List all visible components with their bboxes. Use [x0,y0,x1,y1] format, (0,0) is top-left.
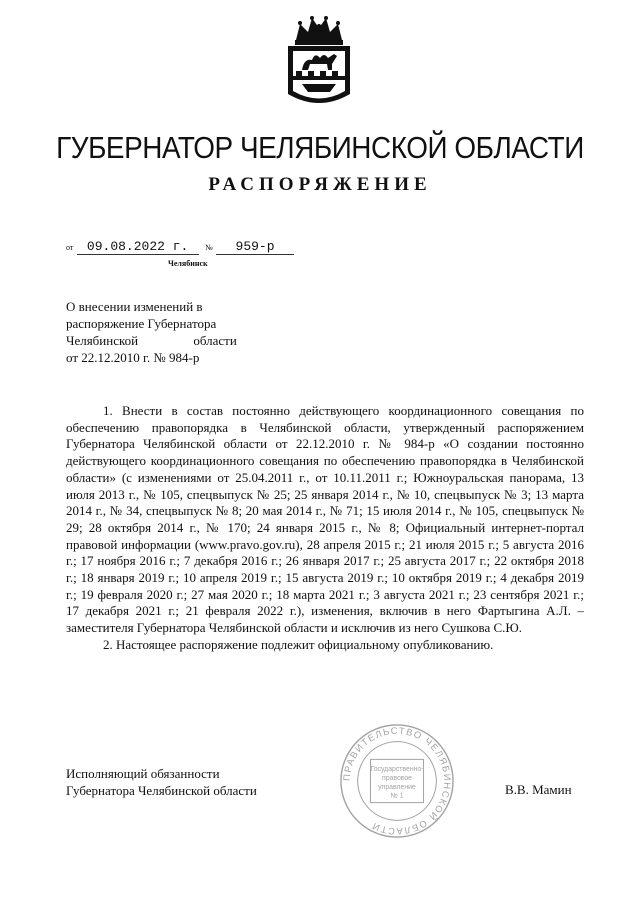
date-prefix: от [66,243,74,252]
signer-name: В.В. Мамин [505,782,572,797]
document-meta [66,238,294,255]
number-prefix: № [205,243,213,252]
document-type: РАСПОРЯЖЕНИЕ [208,174,432,195]
document-number: 959-р [216,239,294,255]
signature-position [66,765,257,799]
official-stamp [338,722,456,840]
coat-of-arms-emblem [282,14,356,114]
subject-line: от 22.12.2010 г. № 984-р [66,350,200,365]
stamp-inner-line: правовое [382,775,412,783]
document-body [66,403,584,654]
signature-line: Исполняющий обязанности [66,766,220,781]
subject-line: О внесении изменений в [66,299,203,314]
body-paragraph-1: 1. Внести в состав постоянно действующего координационного совещания по обеспечению правопорядка в Челябинской области, утвержденный распоряжением Губернатора Челябинской области от 22.12.2010 г. № 984-р «О создании постоянно действующего координационного совещания по обеспечению правопорядка в Челябинской области» (с изменениями от 25.04.2011 г., от 10.11.2011 г.; Южноуральская панорама, 13 июля 2013 г., № 105, спецвыпуск № 25; 25 января 2014 г., № 10, спецвыпуск № 3; 13 марта 2014 г., № 34, спецвыпуск № 8; 20 мая 2014 г., № 71; 15 июля 2014 г., № 105, спецвыпуск № 29; 28 октября 2014 г., № 170; 24 января 2015 г., № 8; Официальный интернет-портал правовой информации (www.pravo.gov.ru), 28 апреля 2015 г.; 21 июля 2015 г.; 5 августа 2016 г.; 17 ноября 2016 г.; 7 декабря 2016 г.; 26 января 2017 г.; 25 августа 2017 г.; 22 октября 2018 г.; 18 января 2019 г.; 10 апреля 2019 г.; 15 августа 2019 г.; 10 октября 2019 г.; 4 декабря 2019 г.; 19 февраля 2020 г.; 27 мая 2020 г.; 18 марта 2021 г.; 3 августа 2021 г.; 23 сентября 2021 г.; 17 декабря 2021 г.; 21 февраля 2022 г.), изменения, включив в него Фартыгина А.Л. – заместителя Губернатора Челябинской области и исключив из него Сушкова С.Ю. [66,403,584,636]
city-label: Челябинск [168,259,208,268]
stamp-inner-line: Государственно- [370,766,424,774]
document-date: 09.08.2022 г. [77,239,199,255]
stamp-inner-line: № 1 [390,792,404,800]
subject-line-text: Челябинской области [66,333,237,348]
stamp-inner-line: управление [378,783,416,791]
body-paragraph-2: 2. Настоящее распоряжение подлежит официальному опубликованию. [103,636,494,652]
signature-line: Губернатора Челябинской области [66,783,257,798]
stamp-outer-text: ПРАВИТЕЛЬСТВО ЧЕЛЯБИНСКОЙ ОБЛАСТИ [341,725,453,837]
subject-line [66,332,246,349]
document-subject [66,298,246,366]
issuer-title: ГУБЕРНАТОР ЧЕЛЯБИНСКОЙ ОБЛАСТИ [56,130,584,165]
subject-line: распоряжение Губернатора [66,316,217,331]
